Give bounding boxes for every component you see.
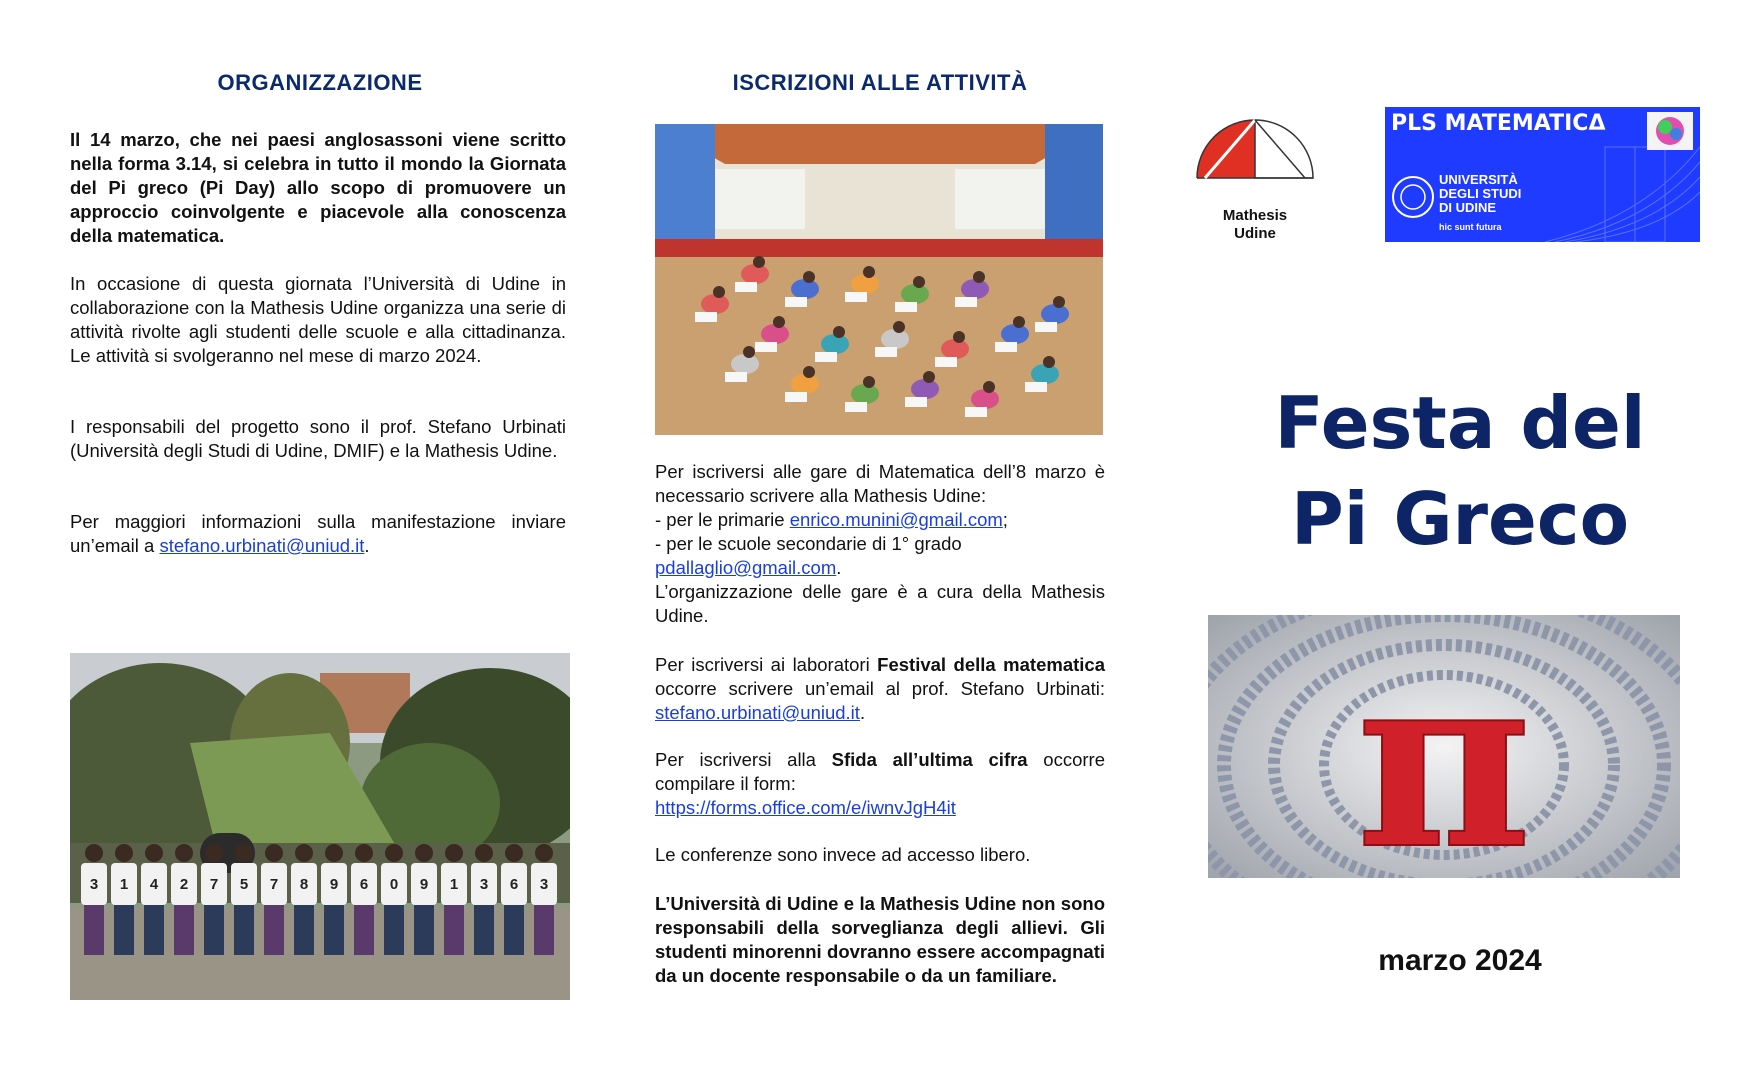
student-head: [115, 844, 133, 862]
uniud-line3: DI UDINE: [1439, 200, 1497, 215]
student-head: [175, 844, 193, 862]
worksheet: [815, 352, 837, 362]
child-body: [1031, 364, 1059, 384]
worksheet: [725, 372, 747, 382]
student-legs: [324, 905, 344, 955]
uniud-line1: UNIVERSITÀ: [1439, 172, 1518, 187]
shirt-digit: 6: [359, 876, 369, 893]
shirt-digit: 0: [389, 876, 399, 893]
student-legs: [504, 905, 524, 955]
primary-email-link[interactable]: enrico.munini@gmail.com: [789, 509, 1003, 530]
uniud-name: [1439, 173, 1521, 215]
worksheet: [785, 297, 807, 307]
worksheet: [695, 312, 717, 322]
lab-festival-name: Festival della matematica: [877, 654, 1105, 675]
secondary-suffix: .: [836, 557, 842, 578]
child-body: [731, 354, 759, 374]
form-link[interactable]: https://forms.office.com/e/iwnvJgH4it: [655, 797, 956, 818]
organization-note: L’organizzazione delle gare è a cura della Mathesis Udine.: [655, 581, 1105, 626]
child-head: [833, 326, 845, 338]
shirt-digit: 6: [509, 876, 519, 893]
info-email-link[interactable]: stefano.urbinati@uniud.it: [159, 535, 365, 556]
child-head: [1013, 316, 1025, 328]
child-body: [791, 374, 819, 394]
student-legs: [144, 905, 164, 955]
challenge-prefix: Per iscriversi alla: [655, 749, 832, 770]
child-head: [953, 331, 965, 343]
shirt-digit: 9: [329, 876, 339, 893]
child-body: [961, 279, 989, 299]
student-legs: [264, 905, 284, 955]
child-body: [761, 324, 789, 344]
info-text: Per maggiori informazioni sulla manifestazione inviare un’email a: [70, 511, 566, 556]
lab-email-link[interactable]: stefano.urbinati@uniud.it: [655, 702, 860, 723]
registration-paragraph-2: [655, 653, 1105, 725]
challenge-mid: occorre compilare il form:: [655, 749, 1105, 794]
organization-heading: ORGANIZZAZIONE: [217, 70, 423, 95]
students-outdoor-photo: [70, 653, 570, 1000]
child-body: [851, 384, 879, 404]
shirt-digit: 7: [269, 876, 279, 893]
child-body: [881, 329, 909, 349]
child-head: [773, 316, 785, 328]
lab-mid: occorre scrivere un’email al prof. Stefano Urbinati:: [655, 678, 1105, 699]
child-head: [743, 346, 755, 358]
worksheet: [1035, 322, 1057, 332]
student-head: [85, 844, 103, 862]
title-line1: Festa del: [1274, 381, 1646, 465]
mathesis-logo-icon: [1195, 114, 1315, 184]
child-body: [821, 334, 849, 354]
student-head: [535, 844, 553, 862]
competition-text: Per iscriversi alle gare di Matematica dell’8 marzo è necessario scrivere alla Mathesis Udine:: [655, 461, 1105, 506]
title-line2: Pi Greco: [1290, 477, 1630, 561]
worksheet: [995, 342, 1017, 352]
shirt-digit: 4: [149, 876, 159, 893]
worksheet: [965, 407, 987, 417]
responsible-paragraph: I responsabili del progetto sono il prof. Stefano Urbinati (Università degli Studi di Udine, DMIF) e la Mathesis Udine.: [70, 416, 566, 461]
student-head: [265, 844, 283, 862]
child-head: [713, 286, 725, 298]
gym-activity-photo: [655, 124, 1103, 435]
disclaimer-paragraph: L’Università di Udine e la Mathesis Udine non sono responsabili della sorveglianza degli allievi. Gli studenti minorenni dovranno essere accompagnati da un docente responsabile o da un familiare.: [655, 893, 1105, 986]
registration-paragraph-1: [655, 460, 1105, 628]
child-body: [971, 389, 999, 409]
student-legs: [84, 905, 104, 955]
shirt-digit: 3: [479, 876, 489, 893]
secondary-line: - per le scuole secondarie di 1° grado: [655, 533, 962, 554]
shirt-digit: 1: [449, 876, 459, 893]
pi-image-drawing: [1208, 615, 1680, 878]
child-head: [923, 371, 935, 383]
student-head: [145, 844, 163, 862]
info-paragraph: [70, 510, 566, 558]
lab-end: .: [859, 702, 866, 723]
child-head: [863, 376, 875, 388]
primary-line: [655, 508, 1105, 532]
student-legs: [174, 905, 194, 955]
mathesis-logo: [1195, 114, 1315, 184]
student-head: [445, 844, 463, 862]
child-head: [913, 276, 925, 288]
worksheet: [875, 347, 897, 357]
primary-suffix: ;: [1002, 509, 1008, 530]
child-body: [911, 379, 939, 399]
child-body: [741, 264, 769, 284]
shirt-digit: 1: [119, 876, 129, 893]
student-legs: [384, 905, 404, 955]
secondary-email-link[interactable]: pdallaglio@gmail.com: [655, 557, 837, 578]
registration-paragraph-3: [655, 748, 1105, 820]
mathesis-caption-line2: Udine: [1234, 225, 1276, 242]
worksheet: [735, 282, 757, 292]
student-legs: [414, 905, 434, 955]
student-head: [355, 844, 373, 862]
mathesis-caption-line1: Mathesis: [1222, 207, 1288, 224]
child-head: [983, 381, 995, 393]
shirt-digit: 8: [299, 876, 309, 893]
child-body: [791, 279, 819, 299]
info-end: .: [364, 535, 370, 556]
page-title: [1200, 375, 1720, 567]
challenge-name: Sfida all’ultima cifra: [831, 749, 1028, 770]
registration-heading: ISCRIZIONI ALLE ATTIVITÀ: [732, 70, 1028, 95]
student-head: [235, 844, 253, 862]
worksheet: [785, 392, 807, 402]
intro-paragraph: Il 14 marzo, che nei paesi anglosassoni viene scritto nella forma 3.14, si celebra in tutto il mondo la Giornata del Pi greco (Pi Day) allo scopo di promuovere un approccio coinvolgente e piacevole alla conoscenza della matematica.: [70, 129, 566, 246]
student-head: [505, 844, 523, 862]
student-head: [415, 844, 433, 862]
worksheet: [895, 302, 917, 312]
shirt-digit: 3: [539, 876, 549, 893]
child-head: [753, 256, 765, 268]
child-body: [1041, 304, 1069, 324]
conferences-note: Le conferenze sono invece ad accesso libero.: [655, 844, 1031, 865]
shirt-digit: 7: [209, 876, 219, 893]
child-head: [893, 321, 905, 333]
worksheet: [845, 402, 867, 412]
shirt-digit: 5: [239, 876, 249, 893]
student-legs: [534, 905, 554, 955]
worksheet: [955, 297, 977, 307]
pi-glyph: π: [1356, 620, 1532, 878]
shirt-digit: 9: [419, 876, 429, 893]
student-head: [295, 844, 313, 862]
mathesis-caption: [1190, 207, 1320, 243]
lab-prefix: Per iscriversi ai laboratori: [655, 654, 878, 675]
child-body: [941, 339, 969, 359]
shirt-digit: 2: [179, 876, 189, 893]
uniud-motto: hic sunt futura: [1439, 222, 1502, 232]
student-legs: [474, 905, 494, 955]
pi-symbol-image: [1208, 615, 1680, 878]
primary-prefix: - per le primarie: [655, 509, 790, 530]
student-legs: [204, 905, 224, 955]
student-head: [475, 844, 493, 862]
shirt-digit: 3: [89, 876, 99, 893]
child-head: [803, 366, 815, 378]
child-head: [863, 266, 875, 278]
event-date: marzo 2024: [1378, 944, 1542, 977]
gym-photo-drawing: [655, 124, 1103, 435]
child-body: [1001, 324, 1029, 344]
student-head: [325, 844, 343, 862]
student-legs: [234, 905, 254, 955]
student-legs: [444, 905, 464, 955]
worksheet: [755, 342, 777, 352]
worksheet: [845, 292, 867, 302]
secondary-email-line: [655, 556, 1105, 580]
child-head: [1053, 296, 1065, 308]
uniud-line2: DEGLI STUDI: [1439, 186, 1522, 201]
child-body: [901, 284, 929, 304]
child-body: [701, 294, 729, 314]
student-legs: [114, 905, 134, 955]
child-head: [1043, 356, 1055, 368]
child-head: [973, 271, 985, 283]
pls-uniud-logo: [1385, 107, 1700, 242]
student-head: [205, 844, 223, 862]
collaboration-paragraph: In occasione di questa giornata l’Università di Udine in collaborazione con la Mathesis Udine organizza una serie di attività rivolte agli studenti delle scuole e alla cittadinanza. Le attività si svolgeranno nel mese di marzo 2024.: [70, 273, 566, 366]
child-head: [803, 271, 815, 283]
pls-title: PLS MATEMATICΔ: [1391, 111, 1606, 136]
worksheet: [935, 357, 957, 367]
student-head: [385, 844, 403, 862]
worksheet: [905, 397, 927, 407]
students-photo-drawing: [70, 653, 570, 1000]
worksheet: [1025, 382, 1047, 392]
child-body: [851, 274, 879, 294]
student-legs: [294, 905, 314, 955]
student-legs: [354, 905, 374, 955]
